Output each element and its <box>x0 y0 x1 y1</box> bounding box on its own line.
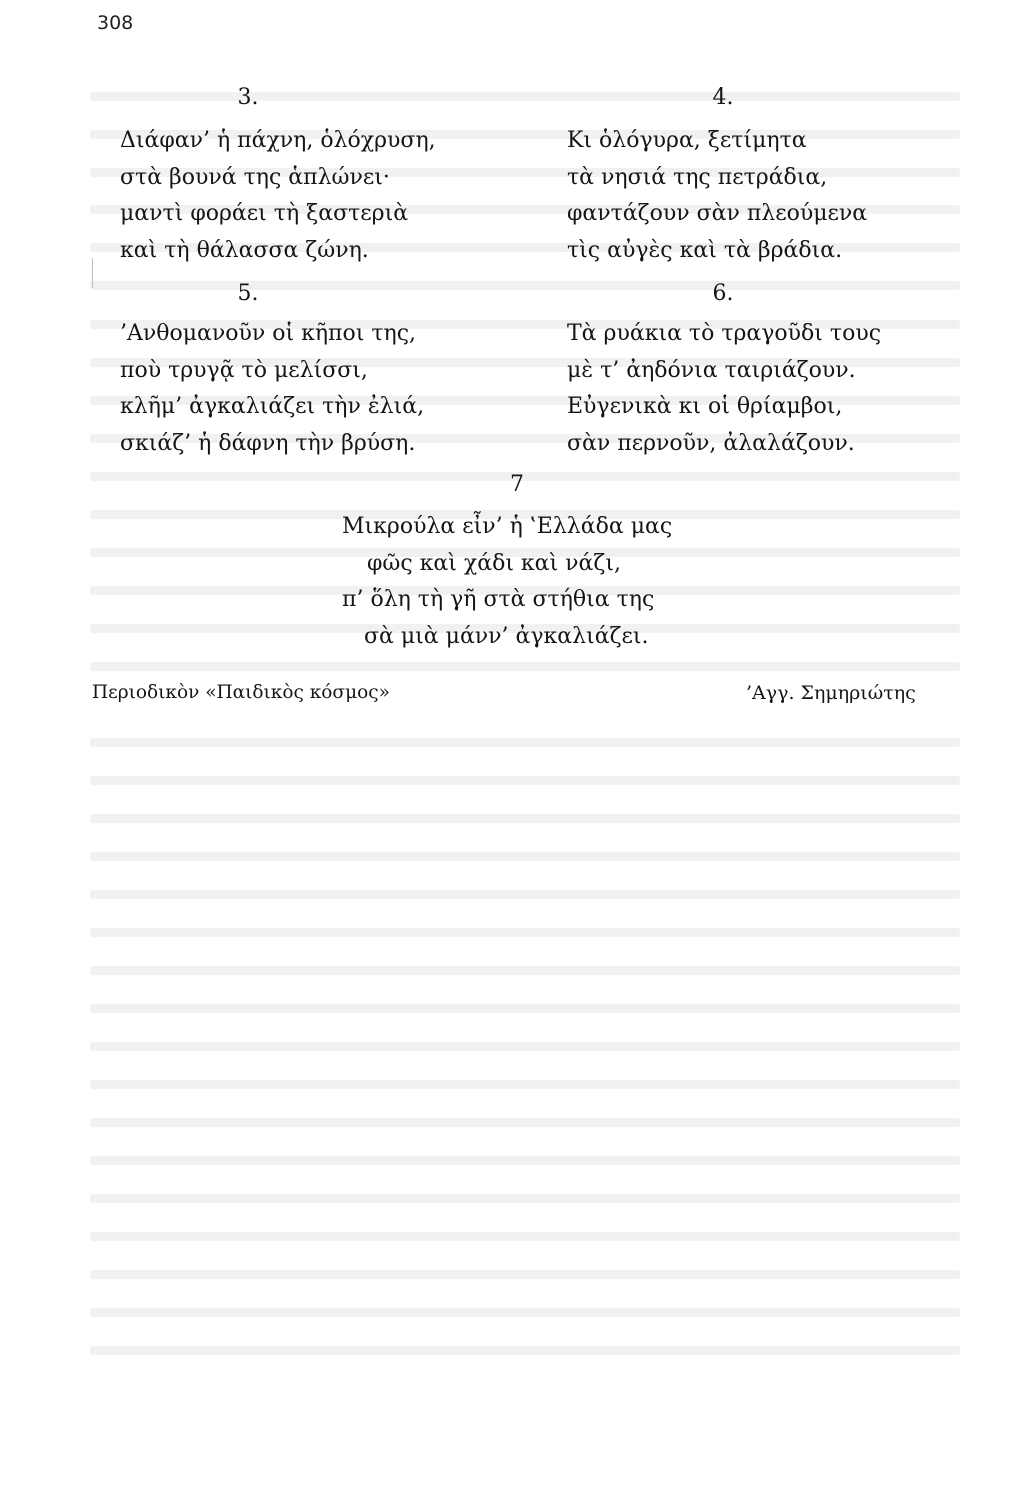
verse-line: ’Ανθομανοῦν οἱ κῆποι της, <box>120 321 417 346</box>
verse-line: σὰ μιὰ μάνν’ ἀγκαλιάζει. <box>364 623 649 649</box>
verse-line: σὰν περνοῦν, ἀλαλάζουν. <box>567 430 855 456</box>
verse-line: κλῆμ’ ἀγκαλιάζει τὴν ἐλιά, <box>120 394 425 419</box>
margin-mark <box>92 258 93 288</box>
verse-line: τὰ νησιά της πετράδια, <box>567 164 828 190</box>
page-number: 308 <box>97 12 134 34</box>
verse-line: καὶ τὴ θάλασσα ζώνη. <box>120 237 369 263</box>
stanza <box>120 123 436 269</box>
verse-line: Διάφαν’ ἡ πάχνη, ὁλόχρυση, <box>120 128 436 153</box>
stanza-number: 4. <box>712 85 734 110</box>
verse-line: Τὰ ρυάκια τὸ τραγοῦδι τους <box>567 321 882 346</box>
stanza-number: 7 <box>510 472 524 497</box>
stanza <box>567 123 867 269</box>
verse-line: σκιάζ’ ἡ δάφνη τὴν βρύση. <box>120 430 416 456</box>
stanza <box>120 316 424 462</box>
stanza-number: 5. <box>237 281 259 306</box>
verse-line: π’ ὅλη τὴ γῆ στὰ στήθια της <box>342 587 655 612</box>
stanza-number: 6. <box>712 281 734 306</box>
verse-line: φαντάζουν σὰν πλεούμενα <box>567 201 868 226</box>
source-citation: Περιοδικὸν «Παιδικὸς κόσμος» <box>92 682 390 703</box>
verse-line: στὰ βουνά της ἁπλώνει· <box>120 164 390 190</box>
verse-line: φῶς καὶ χάδι καὶ νάζι, <box>367 550 621 576</box>
stanza <box>342 509 672 655</box>
verse-line: Εὐγενικὰ κι οἱ θρίαμβοι, <box>567 394 843 419</box>
verse-line: Κι ὁλόγυρα, ξετίμητα <box>567 128 807 153</box>
verse-line: μὲ τ’ ἀηδόνια ταιριάζουν. <box>567 357 856 383</box>
verse-line: Μικρούλα εἶν’ ἡ ‛Ελλάδα μας <box>342 514 673 539</box>
author-name: ’Αγγ. Σημηριώτης <box>746 682 916 704</box>
verse-line: τὶς αὐγὲς καὶ τὰ βράδια. <box>567 237 843 263</box>
verse-line: ποὺ τρυγᾷ τὸ μελίσσι, <box>120 357 368 383</box>
stanza-number: 3. <box>237 85 259 110</box>
stanza <box>567 316 881 462</box>
verse-line: μαντὶ φοράει τὴ ξαστεριὰ <box>120 201 409 226</box>
